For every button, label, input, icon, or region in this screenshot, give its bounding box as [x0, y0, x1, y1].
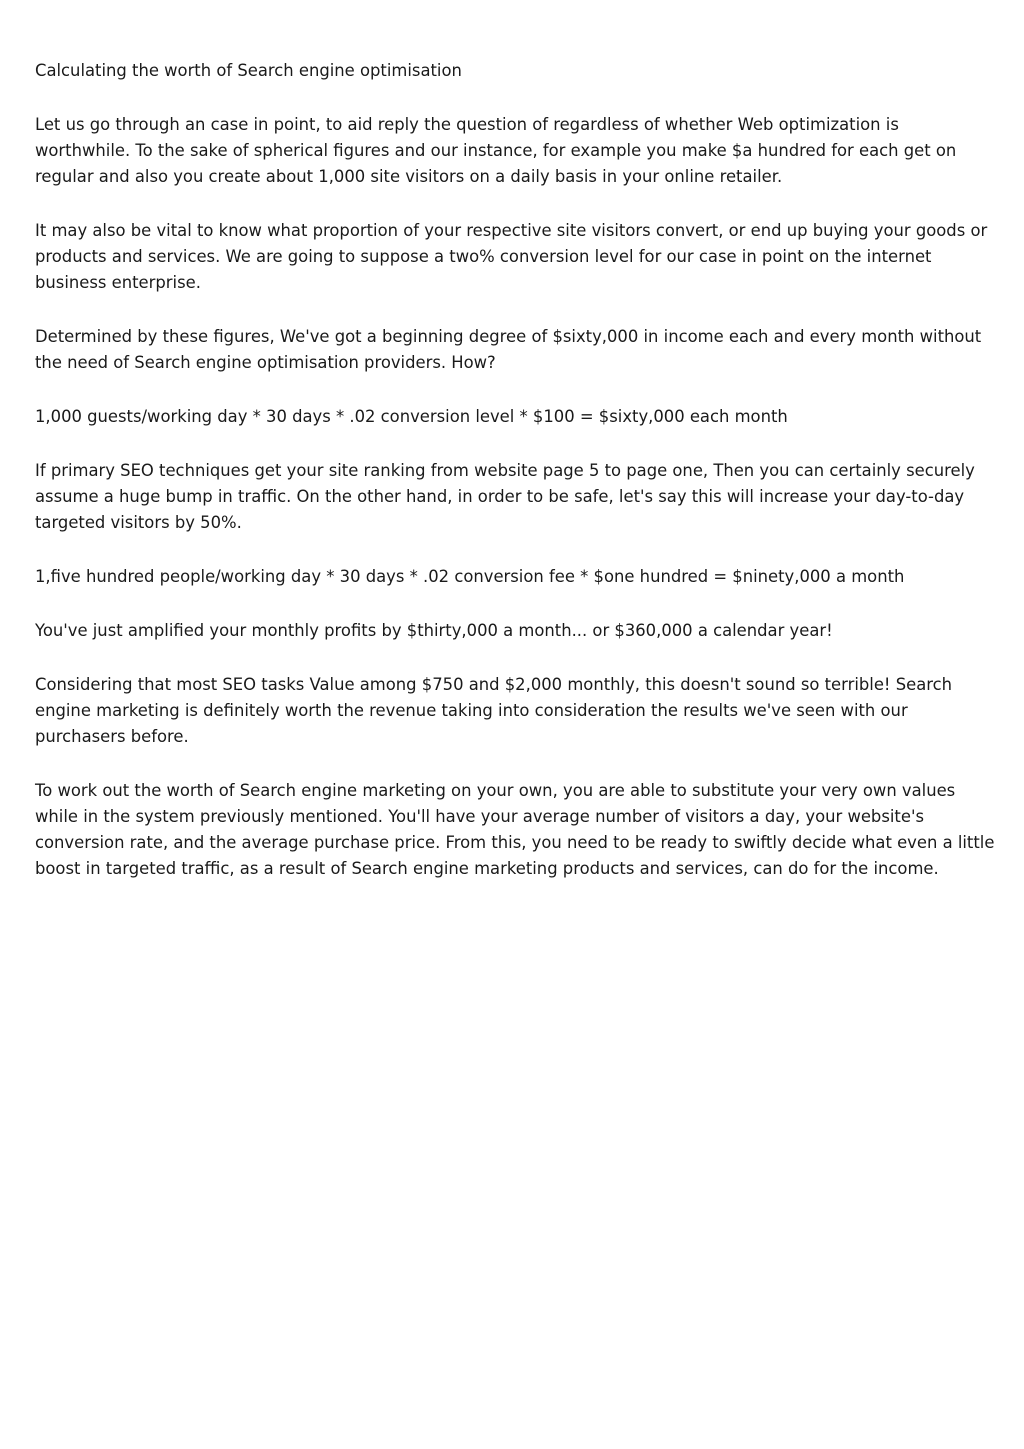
document-title: Calculating the worth of Search engine optimisation: [35, 61, 462, 80]
paragraph-cost: Considering that most SEO tasks Value among $750 and $2,000 monthly, this doesn't sound so terrible! Search engine marketing is definitely worth the revenue taking into consideration the results we've seen with our purchasers before.: [35, 675, 953, 746]
formula-baseline: 1,000 guests/working day * 30 days * .02 conversion level * $100 = $sixty,000 each month: [35, 407, 788, 426]
paragraph-baseline: Determined by these figures, We've got a beginning degree of $sixty,000 in income each and every month without the need of Search engine optimisation providers. How?: [35, 327, 982, 372]
paragraph-ranking: If primary SEO techniques get your site ranking from website page 5 to page one, Then you can certainly securely assume a huge bump in traffic. On the other hand, in order to be safe, let's say this will increase your day-to-day targeted visitors by 50%.: [35, 461, 975, 532]
document-page: [35, 58, 997, 910]
formula-improved: 1,five hundred people/working day * 30 days * .02 conversion fee * $one hundred = $ninety,000 a month: [35, 567, 905, 586]
paragraph-profit: You've just amplified your monthly profits by $thirty,000 a month... or $360,000 a calendar year!: [35, 621, 833, 640]
paragraph-conversion: It may also be vital to know what proportion of your respective site visitors convert, or end up buying your goods or products and services. We are going to suppose a two% conversion level for our case in point on the internet business enterprise.: [35, 221, 988, 292]
paragraph-intro: Let us go through an case in point, to aid reply the question of regardless of whether Web optimization is worthwhile. To the sake of spherical figures and our instance, for example you make $a hundred for each get on regular and also you create about 1,000 site visitors on a daily basis in your online retailer.: [35, 115, 957, 186]
paragraph-conclusion: To work out the worth of Search engine marketing on your own, you are able to substitute your very own values while in the system previously mentioned. You'll have your average number of visitors a day, your website's conversion rate, and the average purchase price. From this, you need to be ready to swiftly decide what even a little boost in targeted traffic, as a result of Search engine marketing products and services, can do for the income.: [35, 781, 995, 878]
